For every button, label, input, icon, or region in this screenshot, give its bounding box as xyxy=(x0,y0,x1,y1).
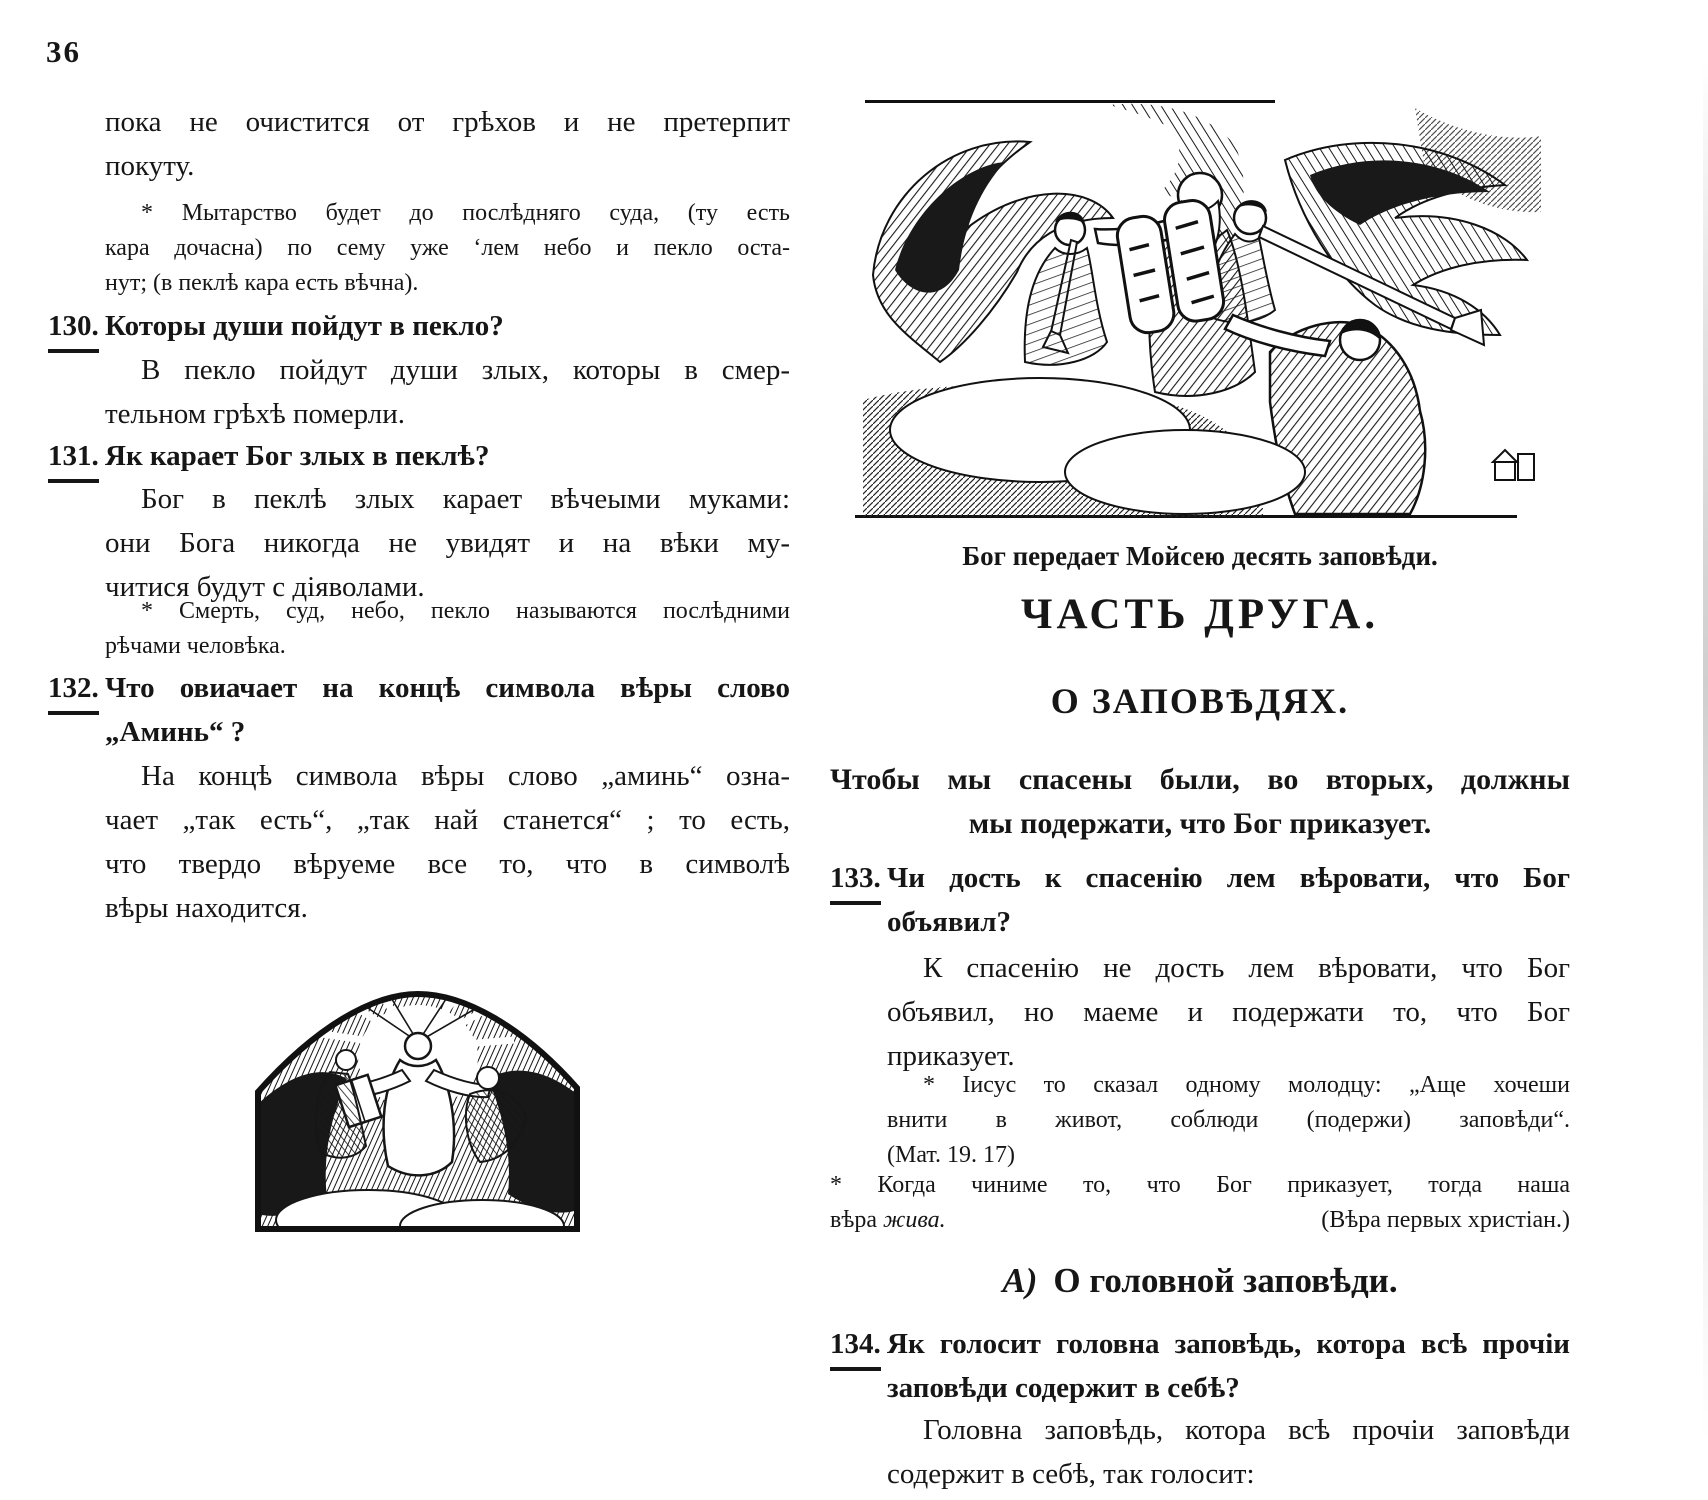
text-line: На концѣ символа вѣры слово „аминь“ озна- xyxy=(141,760,790,792)
footnote-word-italic: жива. xyxy=(883,1207,946,1233)
right-footnote-1 xyxy=(830,1068,1570,1173)
answer-133 xyxy=(830,946,1570,1078)
section-letter: А) xyxy=(1002,1261,1038,1300)
answer-130 xyxy=(48,348,790,436)
scan-edge-shadow xyxy=(1703,60,1708,1440)
text-line: * Мытарство будет до послѣдняго суда, (ту есть xyxy=(141,200,790,226)
text-line: (Мат. 19. 17) xyxy=(887,1142,1016,1168)
text-line: В пекло пойдут души злых, которы в смер- xyxy=(141,354,790,386)
text-line: Бог в пеклѣ злых карает вѣчеыми муками: xyxy=(141,483,790,515)
question-text: Як голосит головна заповѣдь, котора всѣ прочіи xyxy=(887,1328,1570,1360)
text-line: кара дочасна) по сему уже ‘лем небо и пекло оста- xyxy=(105,235,790,261)
text-line: мы подержати, что Бог приказует. xyxy=(968,807,1432,840)
text-line: объявил, но маеме и подержати то, что Бог xyxy=(887,996,1570,1028)
question-text: заповѣди содержит в себѣ? xyxy=(887,1372,1240,1404)
answer-132 xyxy=(48,754,790,930)
question-number: 133. xyxy=(830,856,881,905)
text-line: содержит в себѣ, так голосит: xyxy=(887,1458,1255,1490)
question-134 xyxy=(830,1322,1570,1410)
text-line: нут; (в пеклѣ кара есть вѣчна). xyxy=(105,270,419,296)
text-line: Головна заповѣдь, котора всѣ прочіи заповѣди xyxy=(923,1414,1570,1446)
text-line: они Бога никогда не увидят и на вѣки му- xyxy=(105,527,790,559)
part-title: ЧАСТЬ ДРУГА. xyxy=(1020,591,1380,638)
text-line: вѣры находится. xyxy=(105,892,308,924)
footnote-text xyxy=(830,1203,946,1238)
question-133 xyxy=(830,856,1570,944)
right-footnote-2 xyxy=(830,1168,1570,1238)
question-text: „Аминь“ ? xyxy=(105,716,246,748)
text-line: внити в живот, соблюди (подержи) заповѣди“. xyxy=(887,1107,1570,1133)
question-number: 134. xyxy=(830,1322,881,1371)
text-line: Чтобы мы спасены были, во вторых, должны xyxy=(830,763,1570,796)
text-line: читися будут с діяволами. xyxy=(105,571,425,603)
text-line: * Смерть, суд, небо, пекло называются послѣдними xyxy=(141,598,790,624)
question-text: объявил? xyxy=(887,906,1012,938)
page-number: 36 xyxy=(46,34,81,69)
illustration-caption: Бог передает Мойсею десять заповѣди. xyxy=(962,541,1438,571)
text-line: рѣчами человѣка. xyxy=(105,633,286,659)
section-heading xyxy=(830,1258,1570,1304)
text-line: приказует. xyxy=(887,1040,1015,1072)
text-line: * Когда чиниме то, что Бог приказует, тогда наша xyxy=(830,1172,1570,1198)
text-line: тельном грѣхѣ померли. xyxy=(105,398,405,430)
section-title: О головной заповѣди. xyxy=(1053,1261,1398,1300)
question-number: 130. xyxy=(48,304,99,353)
question-text: Як карает Бог злых в пеклѣ? xyxy=(105,440,490,472)
text-line: * Іисус то сказал одному молодцу: „Аще хочеши xyxy=(923,1072,1570,1098)
text-line: пока не очистится от грѣхов и не претерпит xyxy=(105,106,790,138)
text-line: чает „так есть“, „так най станется“ ; то есть, xyxy=(105,804,790,836)
moses-commandments-image xyxy=(855,100,1545,520)
engraving-christ-vignette xyxy=(250,982,585,1243)
question-text: Что овиачает на концѣ символа вѣры слово xyxy=(105,672,790,704)
text-line: покуту. xyxy=(105,150,195,182)
intro-statement xyxy=(830,758,1570,846)
engraving-moses-commandments xyxy=(855,100,1545,525)
text-line: что твердо вѣруеме все то, что в символѣ xyxy=(105,848,790,880)
left-footnote-2 xyxy=(48,594,790,664)
christ-vignette-image xyxy=(250,982,585,1238)
footnote-word: вѣра xyxy=(830,1207,878,1233)
left-paragraph-continuation xyxy=(48,100,790,188)
question-text: Которы души пойдут в пекло? xyxy=(105,310,504,342)
question-131 xyxy=(48,434,790,478)
part-subtitle: О ЗАПОВѢДЯХ. xyxy=(1050,681,1350,721)
text-line xyxy=(830,1203,1570,1238)
question-number: 131. xyxy=(48,434,99,483)
question-132 xyxy=(48,666,790,754)
footnote-citation: (Вѣра первых христіан.) xyxy=(1321,1207,1570,1233)
answer-131 xyxy=(48,477,790,609)
text-line: К спасенію не дость лем вѣровати, что Бог xyxy=(923,952,1570,984)
question-text: Чи дость к спасенію лем вѣровати, что Бог xyxy=(887,862,1570,894)
left-footnote-1 xyxy=(48,196,790,301)
question-number: 132. xyxy=(48,666,99,715)
question-130 xyxy=(48,304,790,348)
answer-134 xyxy=(830,1408,1570,1496)
